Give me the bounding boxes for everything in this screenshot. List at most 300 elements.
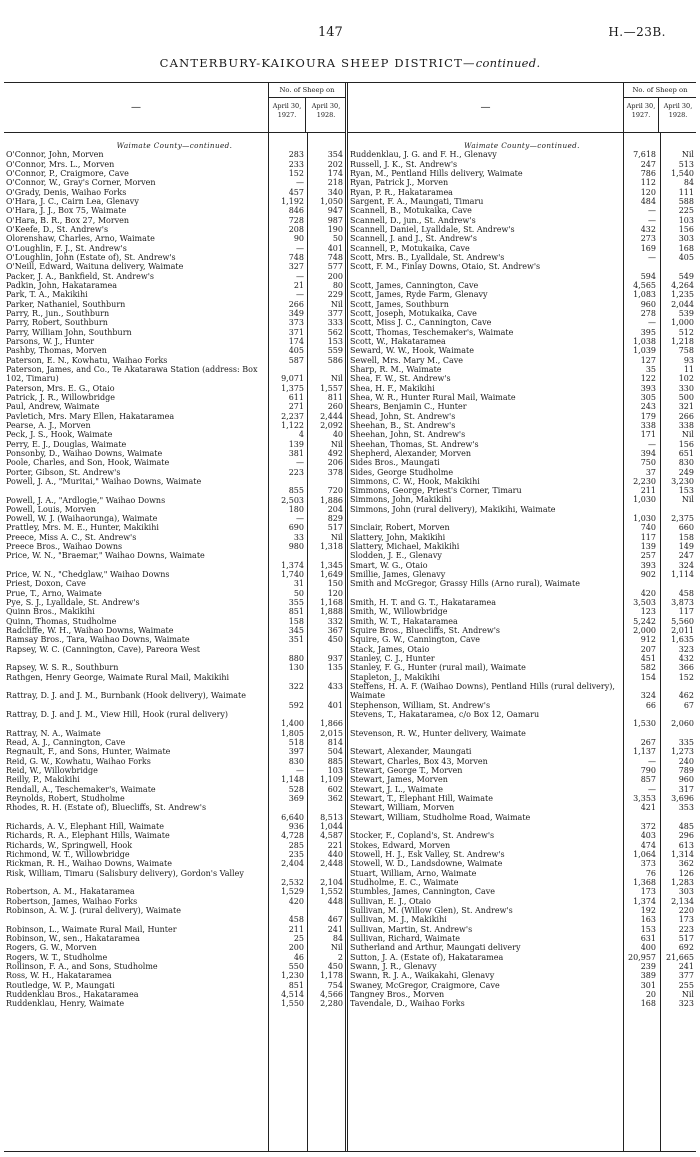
table-row [4,831,345,840]
table-row [4,178,345,187]
table-row [4,738,345,747]
row-value-1928: Nil [330,943,343,953]
table-row [4,514,345,523]
row-name: Sinclair, Robert, Morven [350,523,450,533]
row-value-1927: 1,400 [281,719,304,729]
table-row [4,579,345,588]
row-value-1928: 467 [327,915,343,925]
row-value-1927: 139 [288,439,304,449]
row-value-1927: 122 [640,374,656,384]
row-value-1927: 372 [640,822,656,832]
row-value-1927: 484 [640,196,656,206]
row-name: Richards, W., Springwell, Hook [6,840,133,850]
row-value-1927: 1,192 [281,196,304,206]
left-header-col1: April 30, 1927. [269,98,306,132]
row-name: Smith, H. T. and G. T., Hakataramea [350,598,496,608]
row-value-1928: 1,218 [671,336,694,346]
row-value-1927: 355 [288,598,304,608]
row-name: Reid, W., Willowbridge [6,766,98,776]
row-name: Shea, F. W., St. Andrew's [350,374,451,384]
row-name: Scott, W., Hakataramea [350,336,446,346]
row-value-1927: 1,529 [281,887,304,897]
table-row [4,981,345,990]
row-name: Padkin, John, Hakataramea [6,280,118,290]
page-title [0,56,700,70]
row-value-1927: 9,071 [281,374,304,384]
table-row [348,328,696,337]
row-value-1928: 937 [327,654,343,664]
row-value-1928: 1,114 [671,570,694,580]
row-name: Parry, William John, Southburn [6,327,132,337]
row-name: Price, W. N., "Chedglaw," Waihao Downs [6,570,170,580]
row-value-1928: 11 [683,364,694,374]
row-value-1927: 1,374 [281,560,304,570]
row-name: Quinn Bros., Makikihi [6,607,95,617]
row-value-1927: 851 [288,980,304,990]
table-row [4,458,345,467]
row-value-1927: — [648,439,656,449]
table-row [348,850,696,859]
table-row [4,384,345,393]
row-value-1927: 90 [293,234,304,244]
table-row [348,281,696,290]
row-value-1927: 285 [288,840,304,850]
row-name: Studholme, E. C., Waimate [350,878,459,888]
table-row [4,272,345,281]
table-row [348,244,696,253]
row-value-1928: 335 [678,738,694,748]
row-value-1928: 401 [327,243,343,253]
row-value-1927: 960 [640,299,656,309]
row-value-1928: Nil [330,532,343,542]
row-value-1927: 46 [293,952,304,962]
table-row [348,477,696,486]
row-value-1927: 1,530 [633,719,656,729]
row-value-1927: 421 [640,803,656,813]
row-value-1927: 855 [288,486,304,496]
row-value-1928: 450 [327,635,343,645]
row-value-1927: 327 [288,262,304,272]
table-row [4,244,345,253]
table-row [348,999,696,1008]
row-name: Smart, W. G., Otaio [350,560,428,570]
table-row [348,356,696,365]
row-value-1928: 153 [678,486,694,496]
row-name: Steffens, H. A. F. (Waihao Downs), Pentland Hills (rural delivery), Waimate [350,682,615,701]
table-row [348,654,696,663]
row-value-1927: — [648,784,656,794]
right-header-name: — [348,83,624,132]
row-name: Ryan, M., Pentland Hills delivery, Waimate [350,168,523,178]
row-value-1927: 432 [640,224,656,234]
row-value-1928: 366 [678,663,694,673]
row-value-1928: 811 [327,392,343,402]
table-row [348,579,696,598]
row-name: Price, W. N., "Braemar," Waihao Downs, Waimate [6,551,205,561]
table-row [4,523,345,532]
row-value-1928: 158 [678,532,694,542]
row-value-1927: 420 [640,588,656,598]
table-row [348,682,696,701]
table-row [348,169,696,178]
table-row [348,729,696,748]
table-row [4,729,345,738]
row-value-1927: 393 [640,560,656,570]
row-name: O'Neill, Edward, Waituna delivery, Waimate [6,262,184,272]
table-row [348,990,696,999]
row-value-1927: 301 [640,980,656,990]
table-row [4,589,345,598]
row-name: Stephenson, William, St. Andrew's [350,700,491,710]
table-row [348,887,696,896]
row-value-1927: 748 [288,252,304,262]
table-row [4,468,345,477]
table-row [348,188,696,197]
row-value-1927: 173 [640,887,656,897]
row-value-1928: 987 [327,215,343,225]
table-row [348,505,696,524]
table-row [348,663,696,672]
table-row [4,607,345,616]
row-value-1927: 158 [288,616,304,626]
table-row [4,216,345,225]
row-value-1927: 902 [640,570,656,580]
right-header-col1: April 30, 1927. [624,98,659,132]
row-name: Paterson, E. N., Kowhatu, Waihao Forks [6,355,168,365]
row-name: Robertson, James, Waihao Forks [6,896,138,906]
row-value-1927: 117 [640,532,656,542]
row-name: Squire Bros., Bluecliffs, St. Andrew's [350,626,501,636]
row-name: Rattray, D. J. and J. M., View Hill, Hook (rural delivery) [6,710,229,720]
row-value-1928: 40 [332,430,343,440]
row-value-1928: 1,540 [671,168,694,178]
row-name: Scott, James, Cannington, Cave [350,280,479,290]
row-value-1927: 1,083 [633,290,656,300]
row-value-1927: 66 [645,700,656,710]
table-row [4,999,345,1008]
row-value-1927: — [296,290,304,300]
table-row [4,225,345,234]
row-name: Powell, J. A., "Ardlogie," Waihao Downs [6,495,166,505]
row-name: Shead, John, St. Andrew's [350,411,456,421]
row-value-1927: 130 [288,663,304,673]
row-value-1928: 789 [678,766,694,776]
row-name: Swann, J. R., Glenavy [350,961,437,971]
row-value-1928: 190 [327,224,343,234]
table-row [348,300,696,309]
table-row [348,794,696,803]
row-value-1928: 223 [678,924,694,934]
row-value-1928: 249 [678,467,694,477]
row-name: Reilly, P., Makikihi [6,775,80,785]
row-name: Radcliffe, W. H., Waihao Downs, Waimate [6,626,174,636]
right-table-header [348,83,696,133]
row-value-1928: 405 [678,252,694,262]
row-value-1927: 790 [640,766,656,776]
row-value-1927: 1,148 [281,775,304,785]
row-value-1927: 451 [640,654,656,664]
table-row [348,775,696,784]
table-row [348,197,696,206]
page-number: 147 [318,25,343,40]
row-value-1928: 830 [678,458,694,468]
row-name: Seward, W. W., Hook, Waimate [350,346,474,356]
table-row [348,747,696,756]
table-row [4,626,345,635]
row-name: Priest, Doxon, Cave [6,579,86,589]
table-row [348,831,696,840]
page-title-suffix: continued. [475,56,541,70]
table-row [348,440,696,449]
row-value-1927: 369 [288,794,304,804]
row-value-1927: — [296,178,304,188]
row-name: Rogers, G. W., Morven [6,943,97,953]
row-name: Simmons, C. W., Hook, Makikihi [350,476,480,486]
row-value-1928: 8,513 [320,812,343,822]
row-value-1927: 120 [640,187,656,197]
sheep-table [4,82,696,1152]
row-name: Scannell, P., Motukaika, Cave [350,243,470,253]
row-name: Stewart, J. L., Waimate [350,784,443,794]
row-value-1927: — [648,215,656,225]
table-row [4,197,345,206]
row-value-1927: 2,230 [633,476,656,486]
table-row [4,822,345,831]
row-value-1928: 504 [327,747,343,757]
row-value-1928: 303 [678,887,694,897]
table-row [4,850,345,859]
row-value-1928: 448 [327,896,343,906]
row-value-1928: 586 [327,355,343,365]
row-name: Stanley, C. J., Hunter [350,654,435,664]
row-value-1927: 266 [288,299,304,309]
row-name: Stowell, H. J., Esk Valley, St. Andrew's [350,850,505,860]
row-value-1928: 2 [337,952,343,962]
table-row [348,859,696,868]
row-name: O'Grady, Denis, Waihao Forks [6,187,127,197]
row-value-1927: 381 [288,448,304,458]
table-row [348,841,696,850]
right-header-group: No. of Sheep on [624,83,696,98]
row-value-1928: 303 [678,234,694,244]
row-name: Ruddenklau, J. G. and F. H., Glenavy [350,150,497,160]
row-value-1928: 362 [327,794,343,804]
table-row [4,887,345,896]
table-row [4,188,345,197]
row-name: Powell, J. A., "Muritai," Waihao Downs, Waimate [6,476,202,486]
row-value-1927: 211 [288,924,304,934]
row-value-1927: 830 [288,756,304,766]
row-value-1928: 353 [678,803,694,813]
table-row [348,766,696,775]
table-row [348,878,696,887]
row-value-1927: 394 [640,448,656,458]
row-value-1927: 405 [288,346,304,356]
table-row [348,430,696,439]
row-value-1927: 631 [640,934,656,943]
row-value-1927: 153 [640,924,656,934]
row-value-1927: 880 [288,654,304,664]
row-value-1928: 512 [678,327,694,337]
table-row [348,570,696,579]
row-name: Pye, S. J., Lyalldale, St. Andrew's [6,598,140,608]
row-value-1927: 550 [288,962,304,972]
row-value-1927: 247 [640,159,656,169]
table-row [348,486,696,495]
table-row [4,617,345,626]
row-value-1927: 21 [293,280,304,290]
row-value-1928: 2,444 [320,411,343,421]
row-value-1927: 154 [640,672,656,682]
row-name: Paterson, James, and Co., Te Akatarawa Station (address: Box 102, Timaru) [6,364,258,384]
row-value-1927: 349 [288,308,304,318]
table-row [348,206,696,215]
row-value-1928: 1,000 [671,318,694,328]
table-row [348,393,696,402]
row-value-1928: 1,109 [320,775,343,785]
row-value-1928: 1,888 [320,607,343,617]
table-row [4,421,345,430]
row-value-1927: 592 [288,700,304,710]
row-name: Peck, J. S., Hook, Waimate [6,430,113,440]
row-name: Rathgen, Henry George, Waimate Rural Mail, Makikihi [6,672,230,682]
row-value-1928: 332 [327,616,343,626]
row-value-1927: 5,242 [633,616,656,626]
row-value-1927: 33 [293,532,304,542]
row-value-1927: 371 [288,327,304,337]
row-value-1927: 31 [293,579,304,589]
row-name: Tangney Bros., Morven [350,989,445,999]
row-value-1927: 474 [640,840,656,850]
row-value-1927: 457 [288,187,304,197]
row-name: Slodden, J. E., Glenavy [350,551,442,561]
row-name: Ruddenklau Bros., Hakataramea [6,990,139,1000]
row-value-1927: 278 [640,308,656,318]
row-name: Stevenson, R. W., Hunter delivery, Waimate [350,728,526,738]
left-header-name: — [4,83,269,132]
row-name: Scott, James, Southburn [350,299,449,309]
row-name: Sewell, Mrs. Mary M., Cave [350,355,464,365]
row-value-1928: 340 [327,187,343,197]
table-row [4,943,345,952]
row-name: Stack, James, Otaio [350,644,430,654]
row-value-1927: 1,375 [281,383,304,393]
row-name: Stewart, Alexander, Maungati [350,747,472,757]
row-name: Park, T. A., Makikihi [6,290,88,300]
table-row [4,766,345,775]
row-value-1928: 651 [678,448,694,458]
row-value-1928: 4,566 [320,990,343,1000]
row-value-1927: 2,237 [281,411,304,421]
row-value-1928: 377 [678,971,694,981]
row-value-1927: 200 [288,943,304,953]
row-value-1928: 4,587 [320,831,343,841]
table-row [4,533,345,542]
table-row [348,635,696,644]
row-value-1928: 103 [327,766,343,776]
row-name: Sharp, R. M., Waimate [350,364,442,374]
table-row [348,915,696,924]
row-name: Scott, Joseph, Motukaika, Cave [350,308,477,318]
row-value-1928: 450 [327,962,343,972]
row-value-1928: 433 [327,682,343,692]
row-name: Squire, G. W., Cannington, Cave [350,635,481,645]
table-row [348,318,696,327]
row-value-1928: 84 [683,178,694,188]
row-name: Poole, Charles, and Son, Hook, Waimate [6,458,170,468]
row-name: Sheehan, B., St. Andrew's [350,420,456,430]
row-value-1928: 2,011 [671,626,694,636]
table-row [4,794,345,803]
table-row [348,897,696,906]
row-value-1927: 345 [288,626,304,636]
row-name: Rendall, A., Teschemaker's, Waimate [6,784,156,794]
row-name: Sullivan, E. J., Otaio [350,896,431,906]
row-value-1928: 960 [678,775,694,785]
row-value-1928: Nil [330,374,343,384]
row-name: Simmons, John, Makikihi [350,495,452,505]
row-value-1927: — [296,271,304,281]
table-row [348,626,696,635]
row-name: Richards, A. V., Elephant Hill, Waimate [6,822,164,832]
row-name: Shea, H. F., Makikihi [350,383,435,393]
table-row [4,785,345,794]
row-name: Scott, Miss J. C., Cannington, Cave [350,318,492,328]
right-section-heading: Waimate County—continued. [464,141,580,150]
row-name: Shepherd, Alexander, Morven [350,448,472,458]
row-name: Sullivan, Richard, Waimate [350,934,461,943]
row-value-1927: 208 [288,224,304,234]
row-value-1927: 912 [640,635,656,645]
row-value-1927: 1,064 [633,850,656,860]
table-row [4,645,345,664]
row-value-1928: 103 [678,215,694,225]
row-value-1928: 517 [678,934,694,943]
table-row [4,337,345,346]
table-row [4,253,345,262]
row-value-1927: 257 [640,551,656,561]
table-row [348,402,696,411]
row-value-1927: 207 [640,644,656,654]
row-value-1928: 323 [678,644,694,654]
table-row [4,971,345,980]
row-name: Tavendale, D., Waihao Forks [350,999,465,1009]
table-row [4,356,345,365]
row-value-1928: 135 [327,663,343,673]
row-value-1927: 4,514 [281,990,304,1000]
row-value-1928: 218 [327,178,343,188]
table-row [348,673,696,682]
row-name: Parry, Robert, Southburn [6,318,108,328]
row-value-1927: 273 [640,234,656,244]
row-name: Robinson, A. W. J. (rural delivery), Waimate [6,906,182,916]
row-name: Simmons, George, Priest's Corner, Timaru [350,486,522,496]
row-value-1928: 333 [327,318,343,328]
row-value-1927: 324 [640,691,656,701]
row-name: Patrick, J. R., Willowbridge [6,392,116,402]
table-row [348,962,696,971]
row-value-1928: 3,873 [671,598,694,608]
row-name: Shears, Benjamin C., Hunter [350,402,467,412]
table-row [4,934,345,943]
row-name: Smillie, James, Glenavy [350,570,446,580]
row-name: Perry, E. J., Douglas, Waimate [6,439,127,449]
table-row [348,253,696,262]
row-value-1928: 324 [678,560,694,570]
left-column [4,83,345,1151]
row-name: Swaney, McGregor, Craigmore, Cave [350,980,500,990]
row-value-1928: 1,273 [671,747,694,757]
